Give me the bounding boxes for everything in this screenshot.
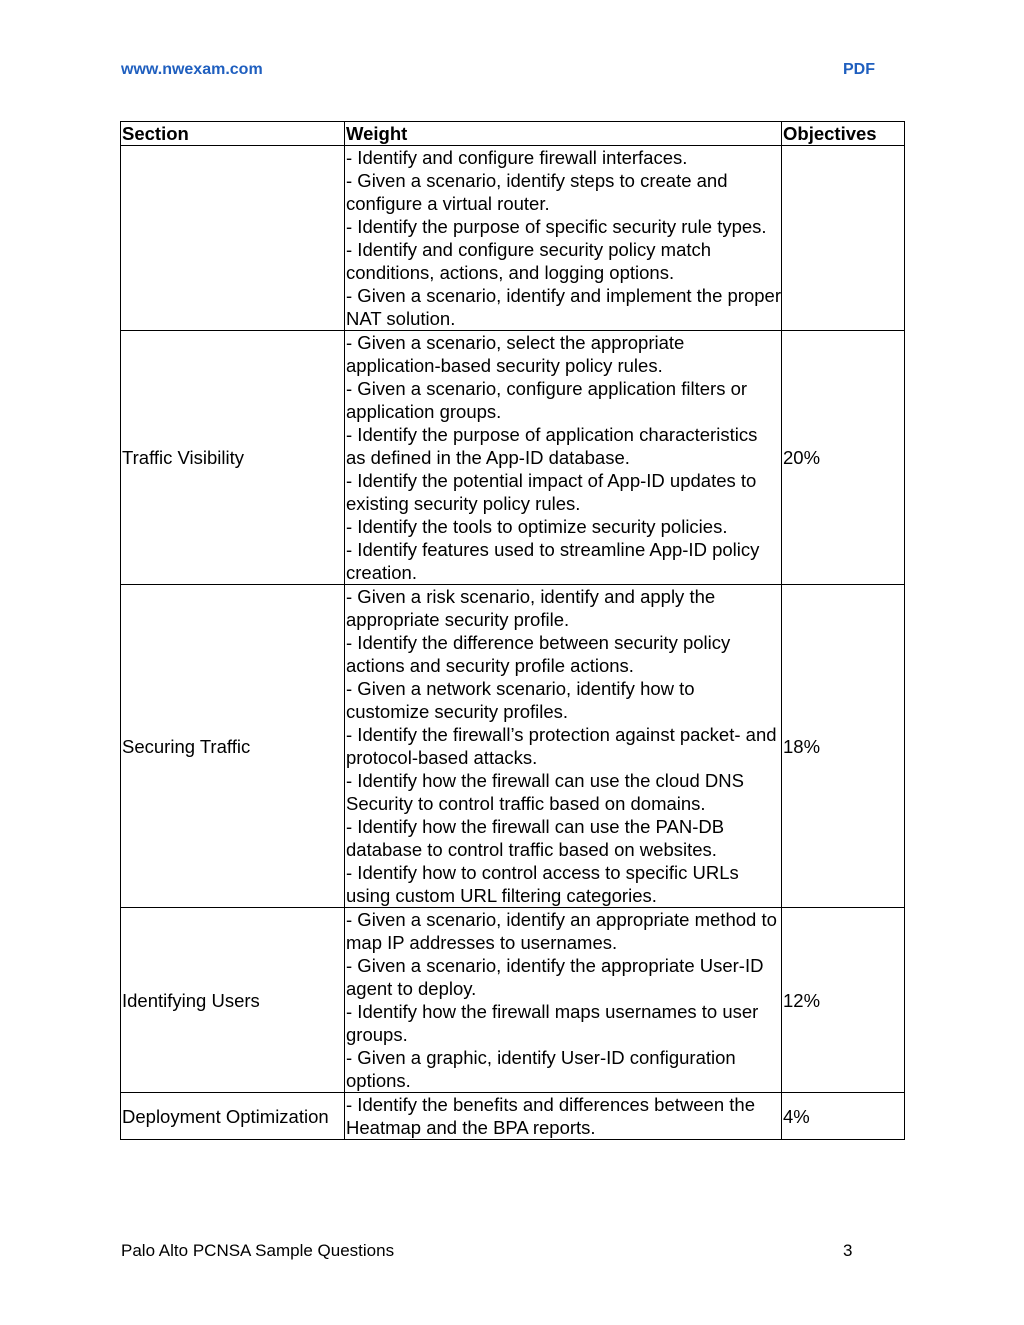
objective-item: - Given a risk scenario, identify and apply the appropriate security profile. <box>346 586 716 630</box>
header-weight: Weight <box>345 122 782 146</box>
section-cell: Traffic Visibility <box>121 331 345 585</box>
header-objectives: Objectives <box>782 122 905 146</box>
table-body <box>121 146 905 1140</box>
objective-item: - Identify the potential impact of App-ID updates to existing security policy rules. <box>346 470 757 514</box>
table-row <box>121 1093 905 1140</box>
objective-item: - Given a network scenario, identify how to customize security profiles. <box>346 678 695 722</box>
table-row <box>121 146 905 331</box>
table-row <box>121 331 905 585</box>
objective-item: - Given a scenario, configure application filters or application groups. <box>346 378 748 422</box>
objective-item: - Given a scenario, identify steps to create and configure a virtual router. <box>346 170 728 214</box>
objective-item: - Given a scenario, select the appropriate application-based security policy rules. <box>346 332 685 376</box>
objective-item: - Given a scenario, identify and implement the proper NAT solution. <box>346 285 781 329</box>
objective-item: - Identify the difference between security policy actions and security profile actions. <box>346 632 731 676</box>
pdf-link[interactable]: PDF <box>843 61 875 78</box>
header-section: Section <box>121 122 345 146</box>
objective-item: - Identify the firewall’s protection against packet- and protocol-based attacks. <box>346 724 777 768</box>
weight-cell: 18% <box>782 585 905 908</box>
objectives-cell <box>345 146 782 331</box>
objective-item: - Given a scenario, identify the appropriate User-ID agent to deploy. <box>346 955 764 999</box>
section-cell: Deployment Optimization <box>121 1093 345 1140</box>
weight-cell: 12% <box>782 908 905 1093</box>
objectives-cell <box>345 585 782 908</box>
objectives-cell <box>345 331 782 585</box>
page-number: 3 <box>843 1241 853 1260</box>
objective-item: - Identify the tools to optimize security policies. <box>346 516 728 537</box>
objective-item: - Identify how the firewall can use the cloud DNS Security to control traffic based on domains. <box>346 770 744 814</box>
weight-cell: 20% <box>782 331 905 585</box>
objective-item: - Given a graphic, identify User-ID configuration options. <box>346 1047 736 1091</box>
objective-item: - Identify the purpose of application characteristics as defined in the App-ID database. <box>346 424 758 468</box>
objective-item: - Given a scenario, identify an appropriate method to map IP addresses to usernames. <box>346 909 777 953</box>
site-link[interactable]: www.nwexam.com <box>121 61 263 78</box>
weight-cell: 4% <box>782 1093 905 1140</box>
objective-item: - Identify features used to streamline App-ID policy creation. <box>346 539 760 583</box>
table-row <box>121 908 905 1093</box>
objective-item: - Identify the benefits and differences between the Heatmap and the BPA reports. <box>346 1094 755 1138</box>
objective-item: - Identify the purpose of specific security rule types. <box>346 216 767 237</box>
section-cell <box>121 146 345 331</box>
table-row <box>121 585 905 908</box>
table-header-row <box>121 122 905 146</box>
objective-item: - Identify how the firewall maps usernames to user groups. <box>346 1001 759 1045</box>
section-cell: Securing Traffic <box>121 585 345 908</box>
section-cell: Identifying Users <box>121 908 345 1093</box>
footer-title: Palo Alto PCNSA Sample Questions <box>121 1241 395 1260</box>
weight-cell <box>782 146 905 331</box>
objectives-cell <box>345 1093 782 1140</box>
objective-item: - Identify and configure firewall interfaces. <box>346 147 688 168</box>
exam-objectives-table <box>120 121 905 1140</box>
objective-item: - Identify how to control access to specific URLs using custom URL filtering categories. <box>346 862 739 906</box>
objective-item: - Identify how the firewall can use the PAN-DB database to control traffic based on websites. <box>346 816 725 860</box>
objectives-cell <box>345 908 782 1093</box>
objective-item: - Identify and configure security policy match conditions, actions, and logging options. <box>346 239 712 283</box>
